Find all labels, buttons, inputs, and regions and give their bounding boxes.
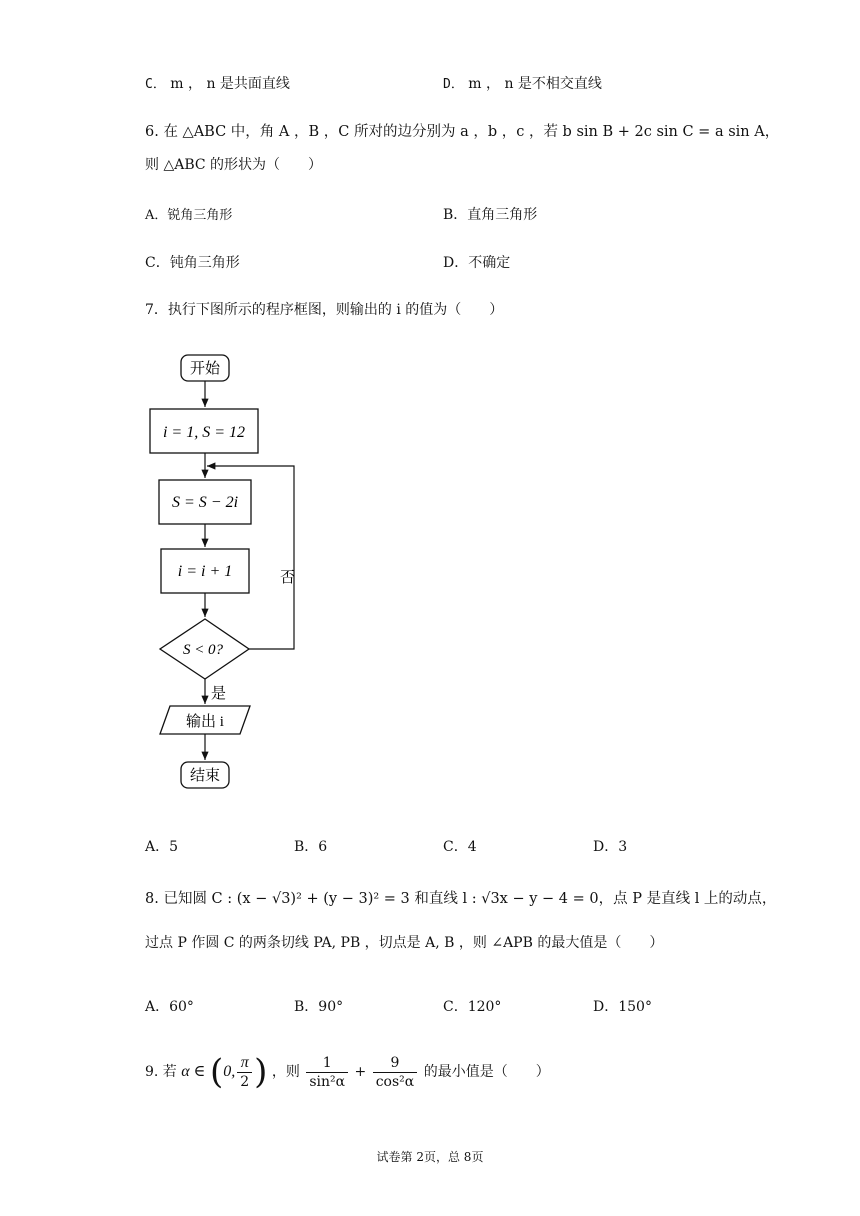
q9-alpha-in: α ∈ <box>181 1063 206 1080</box>
page-footer: 试卷第 2页，总 8页 <box>376 1150 484 1164</box>
q7-option-d: D．3 <box>593 839 628 855</box>
q7-stem: 7．执行下图所示的程序框图，则输出的 i 的值为（ ） <box>145 302 504 318</box>
q5-option-d: D． m ， n 是不相交直线 <box>443 76 602 92</box>
q9-fraction-2 <box>373 1054 418 1091</box>
q7-option-b: B．6 <box>294 839 328 855</box>
flow-step1-text: S = S − 2i <box>171 494 239 511</box>
q7-flowchart <box>140 345 320 795</box>
q6-stem-line2: 则 △ABC 的形状为（ ） <box>145 157 323 173</box>
q9-f2-num: 9 <box>373 1054 418 1073</box>
flow-step2-text: i = i + 1 <box>177 563 233 580</box>
q8-option-d: D．150° <box>593 999 652 1015</box>
flow-start-text: 开始 <box>189 361 221 377</box>
q6-option-a: A．锐角三角形 <box>145 208 233 223</box>
flow-end-text: 结束 <box>189 768 221 784</box>
q9-pi-over-2 <box>237 1054 252 1091</box>
q8-option-c: C．120° <box>443 999 502 1015</box>
q9-f1-den: sin²α <box>309 1073 346 1090</box>
q6-stem-line1: 6. 在 △ABC 中，角 A ，B ，C 所对的边分别为 a ，b ，c ，若 b sin B + 2c sin C = a sin A， <box>145 124 780 140</box>
q7-option-a: A．5 <box>145 839 179 855</box>
q9-close-paren: ) <box>254 1052 268 1092</box>
q8-stem-line1: 8. 已知圆 C : (x − √3)² + (y − 3)² = 3 和直线 l : √3x − y − 4 = 0，点 P 是直线 l 上的动点， <box>145 891 777 907</box>
q9-f2-den: cos²α <box>375 1073 415 1090</box>
q9-prefix: 9. 若 <box>145 1064 177 1080</box>
q8-stem-line2: 过点 P 作圆 C 的两条切线 PA, PB ，切点是 A, B ，则 ∠APB 的最大值是（ ） <box>145 935 664 951</box>
q9-open-paren: ( <box>209 1052 224 1092</box>
q9-plus: + <box>354 1064 367 1080</box>
q6-option-c: C．钝角三角形 <box>145 255 240 271</box>
q6-option-b: B．直角三角形 <box>443 207 538 223</box>
flow-init-text: i = 1, S = 12 <box>162 424 246 441</box>
q9-fraction-1 <box>306 1054 348 1091</box>
q9-f1-num: 1 <box>306 1054 348 1073</box>
q6-option-d: D．不确定 <box>443 255 511 271</box>
q9-then: ，则 <box>271 1064 300 1080</box>
q8-option-a: A．60° <box>145 999 194 1015</box>
q5-option-c: C． m ， n 是共面直线 <box>145 76 290 92</box>
q9-stem <box>145 1050 550 1094</box>
q9-interval-left: 0, <box>223 1063 236 1080</box>
flow-output-text: 输出 i <box>186 714 224 730</box>
q9-tail: 的最小值是（ ） <box>423 1064 550 1080</box>
q7-option-c: C．4 <box>443 839 477 855</box>
q8-option-b: B．90° <box>294 999 344 1015</box>
flow-yes-label: 是 <box>211 686 227 702</box>
q9-pi: π <box>237 1054 252 1073</box>
flow-no-label: 否 <box>280 570 296 586</box>
flow-decision-text: S < 0? <box>182 642 224 658</box>
q9-two: 2 <box>240 1073 250 1090</box>
